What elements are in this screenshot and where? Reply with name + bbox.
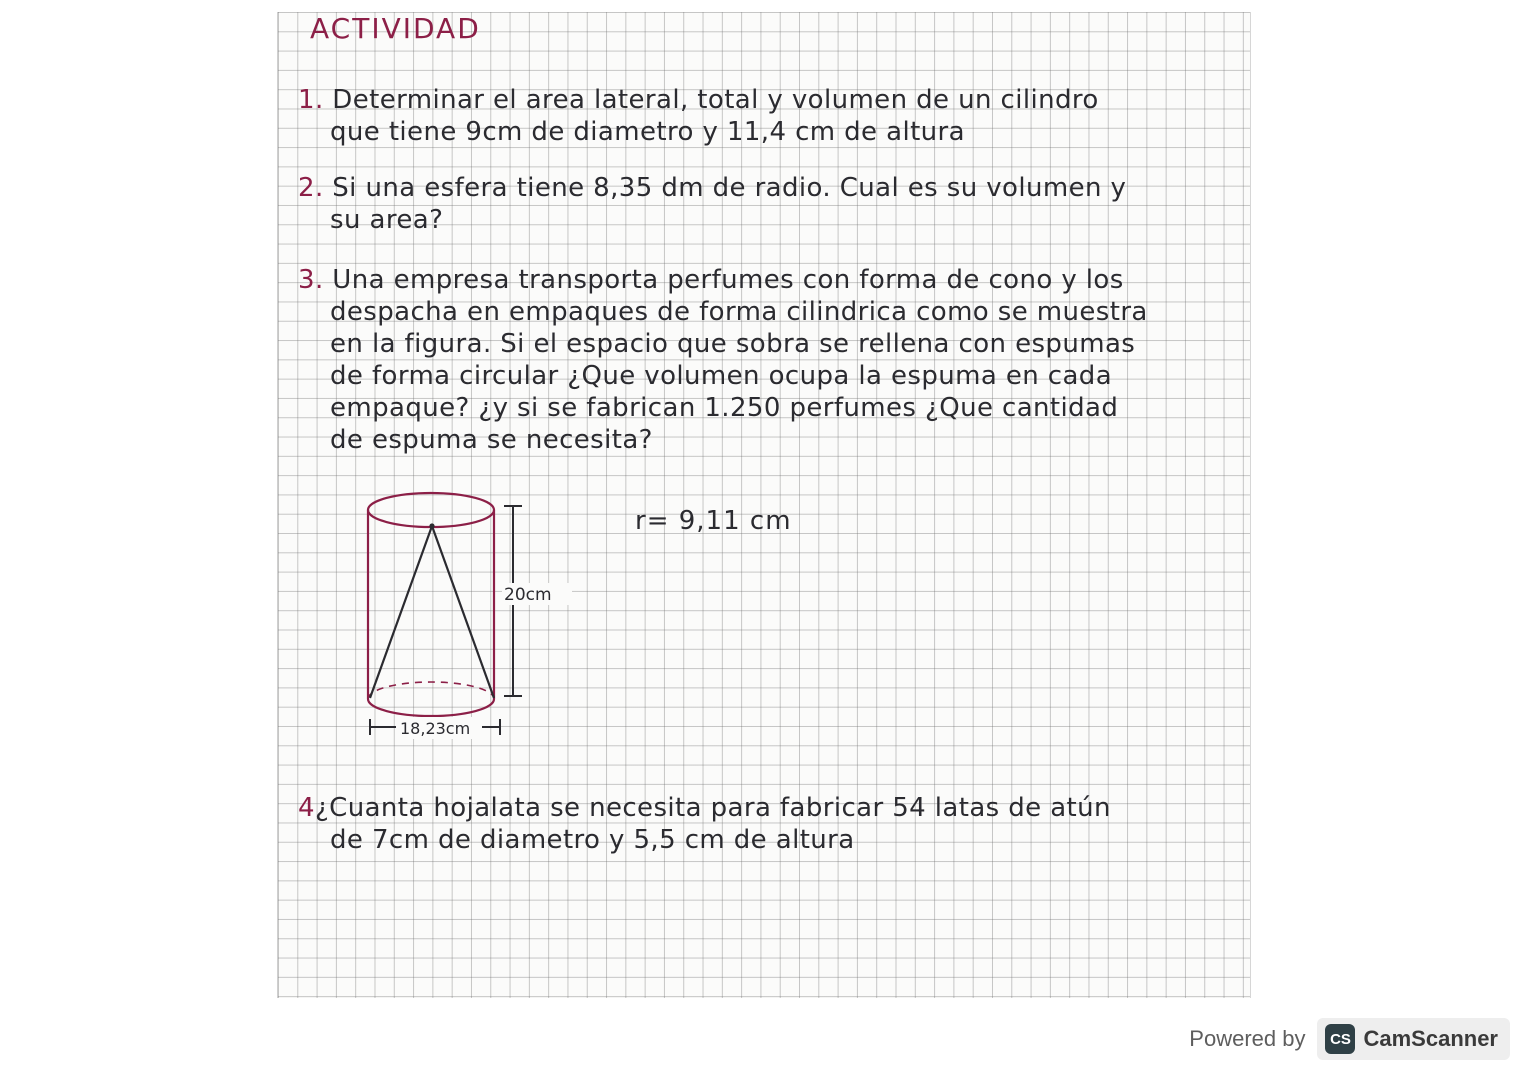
question-text: su area? (330, 205, 444, 235)
cone-in-cylinder-figure (366, 484, 596, 744)
question-number: 2. (298, 173, 324, 203)
question-3 (298, 264, 1148, 456)
question-4 (298, 792, 1111, 856)
question-number: 4 (298, 793, 315, 823)
question-line (298, 172, 1126, 204)
question-text: Una empresa transporta perfumes con forma de cono y los (332, 265, 1124, 295)
question-text: de espuma se necesita? (330, 425, 653, 455)
notebook-page (277, 12, 1251, 998)
question-text: que tiene 9cm de diametro y 11,4 cm de altura (330, 117, 965, 147)
cone-left-edge (370, 526, 432, 698)
radius-note: r= 9,11 cm (635, 506, 792, 536)
question-text: de 7cm de diametro y 5,5 cm de altura (330, 825, 855, 855)
camscanner-logo-icon: CS (1325, 1024, 1355, 1054)
question-number: 3. (298, 265, 324, 295)
cone-apex (429, 523, 434, 528)
cylinder-bottom-back (368, 682, 494, 699)
scanner-watermark (1189, 1016, 1510, 1062)
question-line (298, 84, 1099, 116)
cylinder-top-ellipse (368, 493, 494, 527)
diameter-label: 18,23cm (400, 719, 471, 738)
cone-right-edge (432, 526, 494, 698)
question-2 (298, 172, 1126, 236)
page-title: ACTIVIDAD (310, 12, 481, 45)
question-text: Si una esfera tiene 8,35 dm de radio. Cual es su volumen y (332, 173, 1127, 203)
camscanner-badge (1317, 1018, 1510, 1060)
question-line (298, 792, 1111, 824)
question-text: de forma circular ¿Que volumen ocupa la espuma en cada (330, 361, 1113, 391)
question-text: empaque? ¿y si se fabrican 1.250 perfumes ¿Que cantidad (330, 393, 1119, 423)
height-label: 20cm (504, 585, 552, 605)
question-number: 1. (298, 85, 324, 115)
question-1 (298, 84, 1099, 148)
question-text: Determinar el area lateral, total y volumen de un cilindro (332, 85, 1099, 115)
powered-by-text: Powered by (1189, 1026, 1306, 1051)
cylinder-bottom-front (368, 699, 494, 716)
question-text: en la figura. Si el espacio que sobra se rellena con espumas (330, 329, 1136, 359)
question-text: despacha en empaques de forma cilindrica como se muestra (330, 297, 1148, 327)
question-text: ¿Cuanta hojalata se necesita para fabricar 54 latas de atún (314, 793, 1111, 823)
camscanner-brand: CamScanner (1363, 1026, 1498, 1051)
question-line (298, 264, 1148, 296)
